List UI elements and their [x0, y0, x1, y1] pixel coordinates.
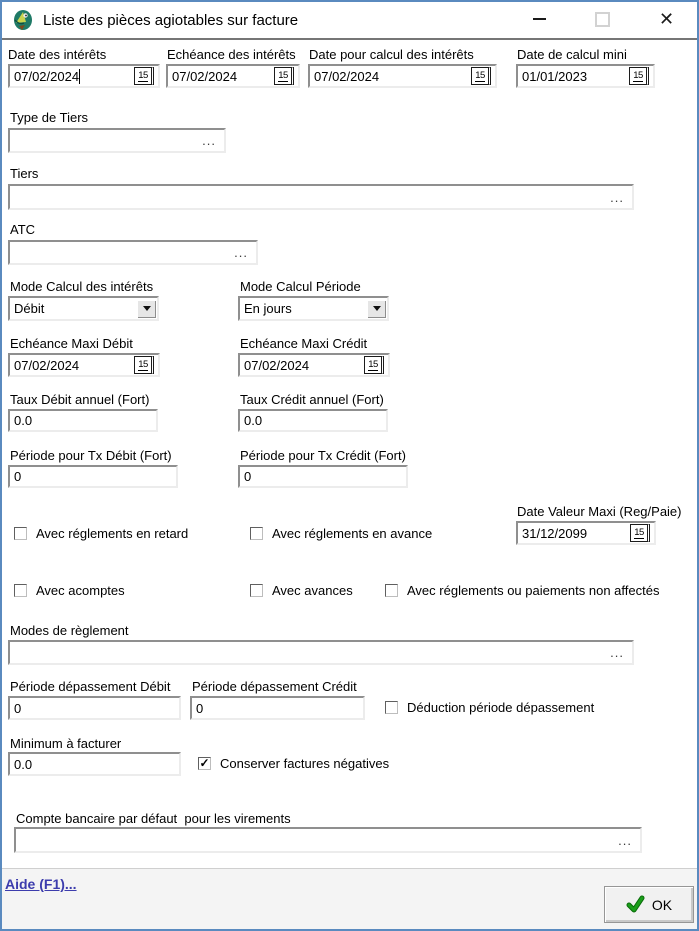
checkbox-non-affectes[interactable] [385, 584, 398, 597]
echeance-des-interets-value: 07/02/2024 [172, 68, 238, 84]
echeance-maxi-credit-label: Echéance Maxi Crédit [240, 336, 368, 351]
echeance-des-interets-input[interactable] [166, 64, 300, 88]
mode-calcul-periode-select[interactable] [238, 296, 389, 321]
ok-button[interactable] [604, 886, 694, 923]
calendar-button[interactable] [471, 67, 491, 85]
close-icon: ✕ [658, 9, 675, 29]
minimum-a-facturer-value: 0.0 [14, 756, 33, 772]
lookup-ellipsis-icon[interactable]: ... [618, 832, 632, 848]
check-icon [626, 895, 645, 914]
calendar-icon: 15 [634, 526, 644, 538]
taux-debit-label: Taux Débit annuel (Fort) [10, 392, 150, 407]
title-bar [2, 2, 697, 40]
type-de-tiers-label: Type de Tiers [10, 110, 89, 125]
ok-button-label: OK [651, 896, 673, 913]
taux-debit-value: 0.0 [14, 413, 33, 428]
echeance-maxi-credit-input[interactable] [238, 353, 390, 377]
date-des-interets-label: Date des intérêts [8, 47, 107, 62]
echeance-des-interets-label: Echéance des intérêts [167, 47, 296, 62]
checkbox-reglements-retard-label: Avec réglements en retard [36, 526, 189, 541]
footer-bar [2, 868, 697, 929]
calendar-button[interactable] [134, 67, 154, 85]
taux-credit-value: 0.0 [244, 413, 263, 428]
checkbox-reglements-avance-label: Avec réglements en avance [272, 526, 433, 541]
maximize-icon [595, 12, 610, 27]
maximize-button [580, 2, 625, 36]
calendar-icon: 15 [138, 69, 148, 81]
date-valeur-maxi-input[interactable] [516, 521, 656, 545]
date-pour-calcul-label: Date pour calcul des intérêts [309, 47, 474, 62]
modes-de-reglement-label: Modes de règlement [10, 623, 129, 638]
periode-depassement-debit-value: 0 [14, 700, 22, 716]
help-link[interactable]: Aide (F1)... [5, 876, 77, 892]
periode-depassement-debit-input[interactable] [8, 696, 181, 720]
mode-calcul-interets-select[interactable] [8, 296, 159, 321]
minimum-a-facturer-label: Minimum à facturer [10, 736, 122, 751]
minimize-icon [533, 18, 546, 20]
app-icon [12, 9, 34, 31]
date-des-interets-input[interactable] [8, 64, 160, 88]
mode-calcul-periode-value: En jours [244, 301, 292, 316]
calendar-icon: 15 [368, 358, 378, 370]
echeance-maxi-debit-value: 07/02/2024 [14, 357, 80, 373]
minimum-a-facturer-input[interactable] [8, 752, 181, 776]
date-calcul-mini-value: 01/01/2023 [522, 68, 588, 84]
periode-depassement-debit-label: Période dépassement Débit [10, 679, 171, 694]
taux-debit-input[interactable] [8, 409, 158, 432]
mode-calcul-interets-label: Mode Calcul des intérêts [10, 279, 154, 294]
checkbox-deduction-depassement-label: Déduction période dépassement [407, 700, 595, 715]
lookup-ellipsis-icon[interactable]: ... [202, 133, 216, 148]
calendar-button[interactable] [364, 356, 384, 374]
date-valeur-maxi-label: Date Valeur Maxi (Reg/Paie) [517, 504, 682, 519]
echeance-maxi-debit-label: Echéance Maxi Débit [10, 336, 133, 351]
compte-bancaire-label: Compte bancaire par défaut pour les virements [16, 811, 291, 826]
atc-label: ATC [10, 222, 36, 237]
date-des-interets-value: 07/02/2024 [14, 68, 80, 84]
dropdown-button[interactable] [137, 300, 156, 318]
calendar-button[interactable] [629, 67, 649, 85]
checkbox-acomptes[interactable] [14, 584, 27, 597]
calendar-button[interactable] [274, 67, 294, 85]
checkbox-reglements-avance[interactable] [250, 527, 263, 540]
date-pour-calcul-value: 07/02/2024 [314, 68, 380, 84]
checkbox-non-affectes-label: Avec réglements ou paiements non affectés [407, 583, 660, 598]
calendar-button[interactable] [630, 524, 650, 542]
modes-de-reglement-input[interactable] [8, 640, 634, 665]
date-pour-calcul-input[interactable] [308, 64, 497, 88]
checkbox-conserver-negatives-label: Conserver factures négatives [220, 756, 390, 771]
echeance-maxi-credit-value: 07/02/2024 [244, 357, 310, 373]
calendar-icon: 15 [138, 358, 148, 370]
checkbox-deduction-depassement[interactable] [385, 701, 398, 714]
text-caret [79, 69, 80, 84]
window-title: Liste des pièces agiotables sur facture [43, 11, 299, 29]
tiers-label: Tiers [10, 166, 39, 181]
lookup-ellipsis-icon[interactable]: ... [610, 645, 624, 660]
periode-depassement-credit-label: Période dépassement Crédit [192, 679, 357, 694]
periode-tx-credit-label: Période pour Tx Crédit (Fort) [240, 448, 406, 463]
periode-tx-debit-label: Période pour Tx Débit (Fort) [10, 448, 172, 463]
mode-calcul-periode-label: Mode Calcul Période [240, 279, 361, 294]
periode-depassement-credit-value: 0 [196, 700, 204, 716]
atc-input[interactable] [8, 240, 258, 265]
periode-tx-credit-input[interactable] [238, 465, 408, 488]
taux-credit-input[interactable] [238, 409, 388, 432]
chevron-down-icon [143, 306, 151, 311]
date-valeur-maxi-value: 31/12/2099 [522, 525, 588, 541]
periode-tx-credit-value: 0 [244, 469, 252, 484]
periode-tx-debit-input[interactable] [8, 465, 178, 488]
calendar-icon: 15 [278, 69, 288, 81]
type-de-tiers-input[interactable] [8, 128, 226, 153]
lookup-ellipsis-icon[interactable]: ... [234, 245, 248, 260]
close-button[interactable] [644, 2, 689, 36]
minimize-button[interactable] [517, 2, 562, 36]
dropdown-button[interactable] [367, 300, 386, 318]
chevron-down-icon [373, 306, 381, 311]
echeance-maxi-debit-input[interactable] [8, 353, 160, 377]
compte-bancaire-input[interactable] [14, 827, 642, 853]
mode-calcul-interets-value: Débit [14, 301, 45, 316]
calendar-icon: 15 [633, 69, 643, 81]
periode-tx-debit-value: 0 [14, 469, 22, 484]
taux-credit-label: Taux Crédit annuel (Fort) [240, 392, 384, 407]
checkbox-avances-label: Avec avances [272, 583, 353, 598]
date-calcul-mini-input[interactable] [516, 64, 655, 88]
checkbox-acomptes-label: Avec acomptes [36, 583, 125, 598]
periode-depassement-credit-input[interactable] [190, 696, 365, 720]
calendar-button[interactable] [134, 356, 154, 374]
date-calcul-mini-label: Date de calcul mini [517, 47, 627, 62]
checkbox-conserver-negatives[interactable]: ✓ [199, 756, 210, 770]
tiers-input[interactable] [8, 184, 634, 210]
lookup-ellipsis-icon[interactable]: ... [610, 189, 624, 205]
calendar-icon: 15 [475, 69, 485, 81]
checkbox-avances[interactable] [250, 584, 263, 597]
checkbox-reglements-retard[interactable] [14, 527, 27, 540]
